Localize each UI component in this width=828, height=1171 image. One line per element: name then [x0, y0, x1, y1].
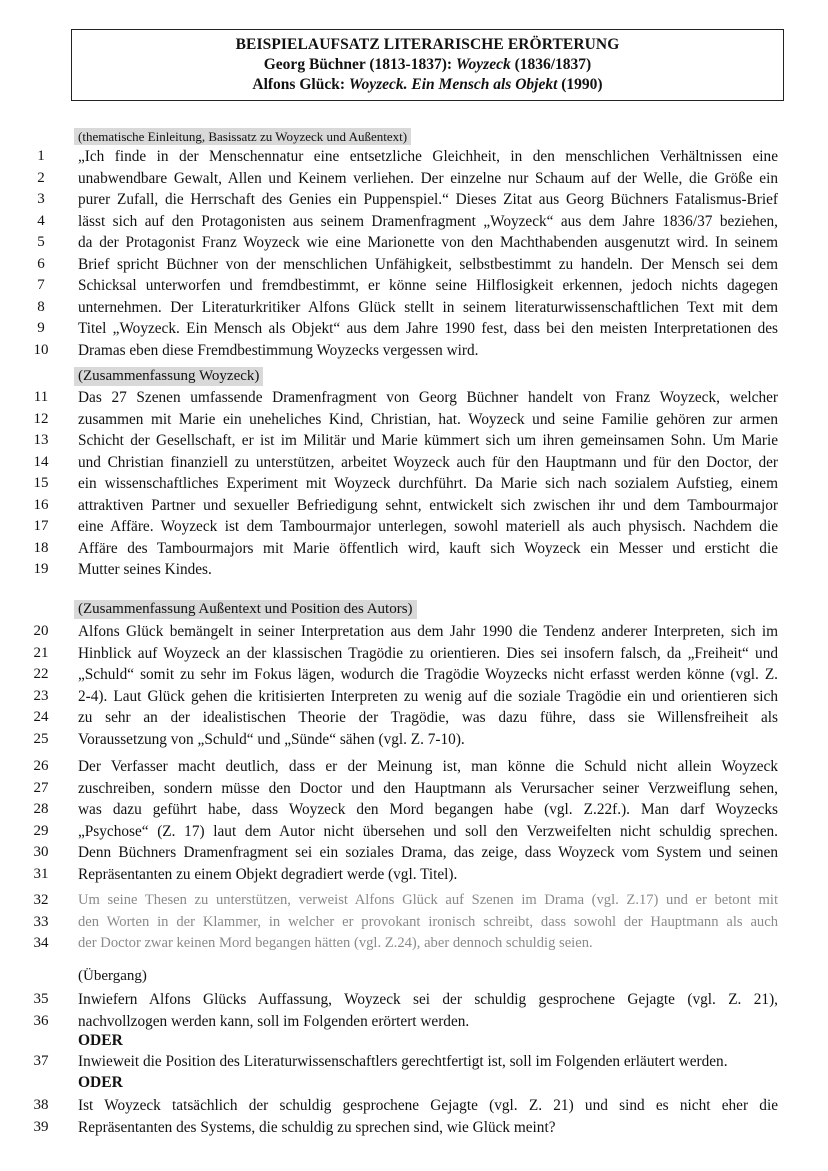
line-number: 20 — [33, 623, 49, 639]
line-number: 12 — [33, 410, 49, 427]
section-heading-einleitung: (thematische Einleitung, Basissatz zu Woyzeck und Außentext) — [74, 128, 411, 145]
paragraph-uebergang-1 — [0, 989, 828, 1032]
line-number: 34 — [33, 935, 49, 951]
line-text: Repräsentanten zu einem Objekt degradiert werde (vgl. Titel). — [78, 865, 458, 883]
line-text: Hinblick auf Woyzeck an der klassischen Tragödie zu orientieren. Dies sei insofern falsch, da „Freiheit“ und — [78, 644, 778, 662]
paragraph-einleitung — [0, 146, 828, 361]
title-box — [71, 29, 784, 101]
line-text: den Worten in der Klammer, in welcher er provokant ironisch schreibt, dass sowohl der Hauptmann als auch — [78, 913, 778, 930]
line-text: nachvollzogen werden kann, soll im Folgenden erörtert werden. — [78, 1012, 470, 1030]
line-text: zusammen mit Marie ein uneheliches Kind, Christian, hat. Woyzeck und seine Familie gehören zur armen — [78, 410, 778, 428]
line-number: 2 — [37, 169, 45, 186]
text-line — [0, 430, 828, 452]
text-line — [0, 1117, 828, 1139]
section-heading-aussentext: (Zusammenfassung Außentext und Position des Autors) — [74, 600, 417, 619]
line-text: da der Protagonist Franz Woyzeck wie eine Marionette von den Machthabenden ausgenutzt wird. In seinem — [78, 234, 778, 251]
line-number: 37 — [33, 1053, 49, 1069]
paragraph-aussentext — [0, 621, 828, 750]
paragraph-uebergang-3 — [0, 1095, 828, 1138]
line-number: 23 — [33, 687, 49, 704]
line-text: Repräsentanten des Systems, die schuldig zu sprechen sind, wie Glück meint? — [78, 1118, 556, 1136]
line-number: 6 — [37, 255, 45, 272]
line-number: 16 — [33, 496, 49, 513]
text-line — [0, 686, 828, 708]
line-number: 14 — [33, 453, 49, 470]
paragraph-uebergang-2 — [0, 1051, 828, 1073]
text-line — [0, 621, 828, 643]
paragraph-zusammenfassung-woyzeck — [0, 387, 828, 581]
line-text: und Christian finanziell zu unterstützen, arbeitet Woyzeck auch für den Hauptmann und für den Doctor, der — [78, 453, 778, 471]
line-number: 28 — [33, 801, 49, 817]
line-number: 36 — [33, 1012, 49, 1029]
line-text: Schicksal unterworfen und fremdbestimmt, er könne seine Hilflosigkeit erkennen, jedoch nichts dagegen — [78, 277, 778, 294]
line-number: 7 — [37, 277, 45, 293]
line-text: Schicht der Gesellschaft, er ist im Militär und Marie kümmert sich um ihren gemeinsamen Sohn. Um Marie — [78, 432, 778, 449]
line-text: purer Zufall, die Herrschaft des Genies ein Puppenspiel.“ Dieses Zitat aus Georg Büchners Fatalismus-Brief — [78, 191, 778, 208]
line-text: unternehmen. Der Literaturkritiker Alfons Glück stellt in seinem literaturwissenschaftlichen Text mit dem — [78, 298, 778, 316]
text-line — [0, 1095, 828, 1117]
line-number: 17 — [33, 518, 49, 534]
line-number: 24 — [33, 709, 49, 725]
line-number: 38 — [33, 1097, 49, 1113]
line-number: 3 — [37, 191, 45, 207]
line-text: Das 27 Szenen umfassende Dramenfragment von Georg Büchner handelt von Franz Woyzeck, welcher — [78, 389, 778, 406]
line-number: 25 — [33, 730, 49, 747]
title-line-3: Alfons Glück: Woyzeck. Ein Mensch als Objekt (1990) — [252, 76, 603, 93]
line-text: Titel „Woyzeck. Ein Mensch als Objekt“ aus dem Jahre 1990 fest, dass bei den meisten Interpretationen des — [78, 320, 778, 337]
line-number: 15 — [33, 475, 49, 491]
line-number: 32 — [33, 892, 49, 908]
text-line — [0, 168, 828, 190]
text-line — [0, 912, 828, 934]
line-number: 35 — [33, 991, 49, 1007]
line-text: 2-4). Laut Glück gehen die kritisierten Interpreten zu wenig auf die soziale Tragödie ein und orientieren sich — [78, 687, 778, 705]
line-text: Dramas eben diese Fremdbestimmung Woyzecks vergessen wird. — [78, 341, 479, 359]
text-line — [0, 664, 828, 686]
text-line — [0, 146, 828, 168]
text-line — [0, 778, 828, 800]
line-number: 21 — [33, 644, 49, 661]
line-text: der Doctor zwar keinen Mord begangen hätten (vgl. Z.24), aber dennoch schuldig seien. — [78, 935, 593, 951]
line-number: 30 — [33, 844, 49, 860]
line-text: attraktiven Partner und sexueller Befriedigung sehnt, entwickelt sich zwischen ihr und dem Tambourmajor — [78, 496, 778, 514]
line-text: Voraussetzung von „Schuld“ und „Sünde“ sähen (vgl. Z. 7-10). — [78, 730, 465, 748]
line-number: 29 — [33, 822, 49, 839]
line-text: Brief spricht Büchner von der menschlichen Unfähigkeit, selbstbestimmt zu handeln. Der Mensch sei dem — [78, 255, 778, 273]
text-line — [0, 890, 828, 912]
line-text: Um seine Thesen zu unterstützen, verweist Alfons Glück auf Szenen im Drama (vgl. Z.17) und er betont mit — [78, 892, 778, 908]
line-text: „Psychose“ (Z. 17) laut dem Autor nicht übersehen und soll den Verzweifelten nicht schuldig sprechen. — [78, 822, 778, 840]
text-line — [0, 799, 828, 821]
line-text: Mutter seines Kindes. — [78, 561, 212, 578]
oder-label-2: ODER — [78, 1074, 123, 1091]
line-text: Denn Büchners Dramenfragment sei ein soziales Drama, das zeige, dass Woyzeck vom System und seinen — [78, 844, 778, 861]
text-line — [0, 232, 828, 254]
line-text: Alfons Glück bemängelt in seiner Interpretation aus dem Jahr 1990 die Tendenz anderer Interpreten, sich im — [78, 623, 778, 640]
line-number: 8 — [37, 298, 45, 315]
text-line — [0, 254, 828, 276]
line-number: 19 — [33, 561, 49, 577]
text-line — [0, 538, 828, 560]
line-number: 18 — [33, 539, 49, 556]
text-line — [0, 756, 828, 778]
text-line — [0, 1011, 828, 1033]
text-line — [0, 559, 828, 581]
title-line-2: Georg Büchner (1813-1837): Woyzeck (1836/1837) — [263, 56, 592, 73]
line-number: 11 — [33, 389, 49, 405]
line-text: Inwieweit die Position des Literaturwissenschaftlers gerechtfertigt ist, soll im Folgenden erläutert werden. — [78, 1053, 728, 1070]
section-heading-zusammenfassung-woyzeck: (Zusammenfassung Woyzeck) — [74, 367, 263, 386]
text-line — [0, 933, 828, 955]
text-line — [0, 340, 828, 362]
text-line — [0, 516, 828, 538]
section-heading-uebergang: (Übergang) — [78, 968, 147, 984]
line-text: Ist Woyzeck tatsächlich der schuldig gesprochene Gejagte (vgl. Z. 21) und sind es nicht eher die — [78, 1097, 778, 1114]
text-line — [0, 189, 828, 211]
line-number: 4 — [37, 212, 45, 229]
line-text: eine Affäre. Woyzeck ist dem Tambourmajor unterlegen, sowohl materiell als auch physisch. Nachdem die — [78, 518, 778, 535]
line-number: 9 — [37, 320, 45, 336]
line-number: 22 — [33, 666, 49, 682]
line-text: Affäre des Tambourmajors mit Marie öffentlich wird, kauft sich Woyzeck ein Messer und ersticht die — [78, 539, 778, 557]
paragraph-thesen-grey — [0, 890, 828, 955]
text-line — [0, 318, 828, 340]
line-number: 13 — [33, 432, 49, 448]
line-text: Der Verfasser macht deutlich, dass er der Meinung ist, man könne die Schuld nicht allein Woyzeck — [78, 758, 778, 775]
text-line — [0, 643, 828, 665]
text-line — [0, 452, 828, 474]
line-text: zu sehr an der idealistischen Theorie der Tragödie, was dazu führe, dass sie Willensfreiheit als — [78, 709, 778, 726]
line-number: 39 — [33, 1118, 49, 1135]
line-number: 10 — [33, 341, 49, 358]
line-text: Inwiefern Alfons Glücks Auffassung, Woyzeck sei der schuldig gesprochene Gejagte (vgl. Z. 21), — [78, 991, 778, 1008]
text-line — [0, 842, 828, 864]
line-number: 27 — [33, 779, 49, 796]
text-line — [0, 387, 828, 409]
line-number: 1 — [37, 148, 45, 164]
line-number: 5 — [37, 234, 45, 250]
text-line — [0, 495, 828, 517]
text-line — [0, 297, 828, 319]
line-text: unabwendbare Gewalt, Allen und Keinem verliehen. Der einzelne nur Schaum auf der Welle, die Größe ein — [78, 169, 778, 187]
line-text: „Ich finde in der Menschennatur eine entsetzliche Gleichheit, in den menschlichen Verhältnissen eine — [78, 148, 778, 165]
text-line — [0, 409, 828, 431]
text-line — [0, 275, 828, 297]
text-line — [0, 821, 828, 843]
text-line — [0, 864, 828, 886]
line-number: 26 — [33, 758, 49, 774]
text-line — [0, 211, 828, 233]
line-number: 31 — [33, 865, 49, 882]
line-number: 33 — [33, 913, 49, 930]
line-text: lässt sich auf den Protagonisten aus seinem Dramenfragment „Woyzeck“ aus dem Jahre 1836/37 beziehen, — [78, 212, 778, 230]
text-line — [0, 989, 828, 1011]
text-line — [0, 473, 828, 495]
text-line — [0, 1051, 828, 1073]
paragraph-position-autor — [0, 756, 828, 885]
oder-label-1: ODER — [78, 1032, 123, 1049]
text-line — [0, 707, 828, 729]
line-text: zuschreiben, sondern müsse den Doctor und den Hauptmann als Verursacher seiner Verzweiflung sehen, — [78, 779, 778, 797]
title-line-1: BEISPIELAUFSATZ LITERARISCHE ERÖRTERUNG — [235, 36, 620, 53]
line-text: ein wissenschaftliches Experiment mit Woyzeck durchführt. Da Marie sich nach sozialem Aufstieg, einem — [78, 475, 778, 492]
line-text: „Schuld“ somit zu sehr im Fokus lägen, wodurch die Tragödie Woyzecks nicht erfasst werden könne (vgl. Z. — [78, 666, 778, 683]
line-text: was dazu geführt habe, dass Woyzeck den Mord begangen habe (vgl. Z.22f.). Man darf Woyzecks — [78, 801, 778, 818]
text-line — [0, 729, 828, 751]
